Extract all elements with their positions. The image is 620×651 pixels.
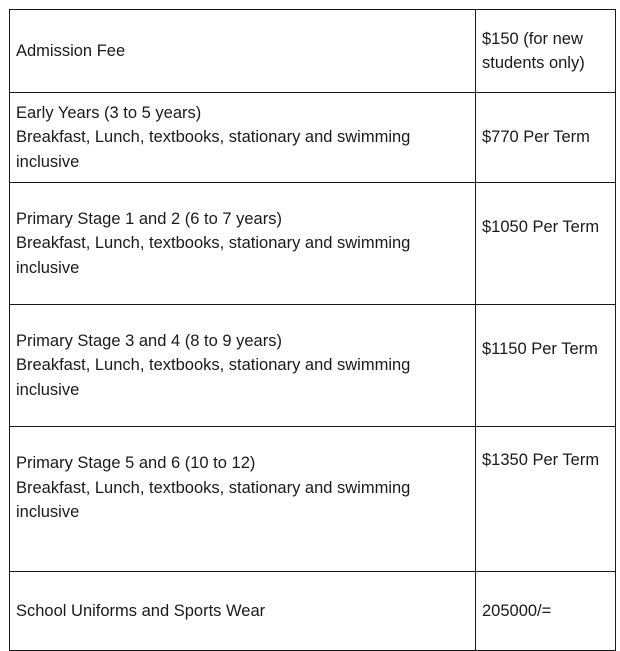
fee-title: Early Years (3 to 5 years) [16,103,202,122]
table-row [10,93,616,183]
fee-title: School Uniforms and Sports Wear [16,601,266,620]
fee-description [10,305,476,427]
fee-description [10,427,476,572]
fee-amount: $150 (for new students only) [476,10,616,93]
fee-description [10,10,476,93]
fee-inclusions: Breakfast, Lunch, textbooks, stationary and swimming inclusive [16,234,411,277]
fee-description [10,183,476,305]
fees-table [9,9,616,651]
fee-inclusions: Breakfast, Lunch, textbooks, stationary and swimming inclusive [16,356,411,399]
table-row [10,10,616,93]
fee-amount: $1350 Per Term [476,427,616,572]
fee-amount: $770 Per Term [476,93,616,183]
fee-amount: $1150 Per Term [476,305,616,427]
table-row [10,427,616,572]
fee-title: Primary Stage 5 and 6 (10 to 12) [16,454,256,473]
fee-title: Primary Stage 3 and 4 (8 to 9 years) [16,331,282,350]
fee-title: Admission Fee [16,41,126,60]
fee-amount: 205000/= [476,572,616,651]
fee-title: Primary Stage 1 and 2 (6 to 7 years) [16,209,282,228]
table-row [10,305,616,427]
fee-inclusions: Breakfast, Lunch, textbooks, stationary and swimming inclusive [16,478,411,522]
table-row [10,572,616,651]
table-row [10,183,616,305]
fee-amount: $1050 Per Term [476,183,616,305]
fee-description [10,572,476,651]
fee-inclusions: Breakfast, Lunch, textbooks, stationary and swimming inclusive [16,128,411,171]
fee-description [10,93,476,183]
